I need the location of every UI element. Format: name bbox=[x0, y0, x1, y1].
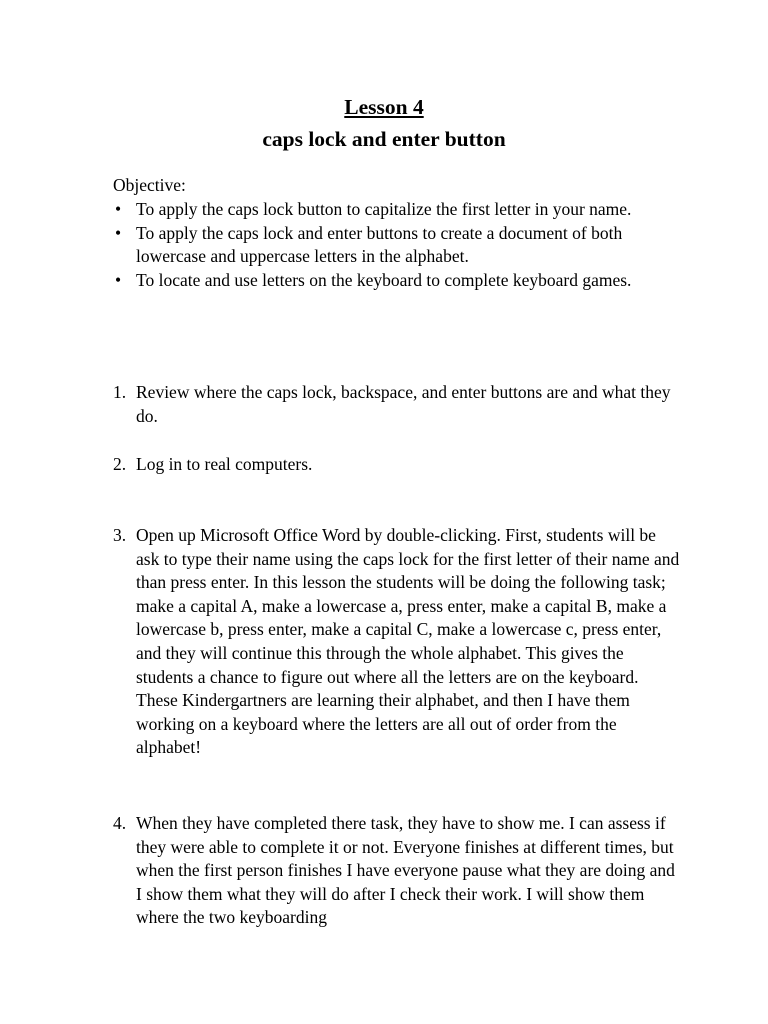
lesson-subtitle: caps lock and enter button bbox=[262, 127, 506, 151]
objective-text: To apply the caps lock and enter buttons to create a document of both lowercase and uppercase letters in the alphabet. bbox=[136, 222, 623, 267]
step-text: Review where the caps lock, backspace, and enter buttons are and what they do. bbox=[136, 382, 671, 426]
step-number: 4. bbox=[113, 813, 127, 833]
objective-item bbox=[113, 198, 673, 222]
objective-label: Objective: bbox=[113, 175, 186, 195]
step-number: 3. bbox=[113, 525, 127, 545]
step-item bbox=[113, 524, 683, 760]
objective-item bbox=[113, 269, 673, 293]
lesson-title: Lesson 4 bbox=[344, 95, 424, 119]
bullet-icon: • bbox=[115, 222, 122, 243]
step-item bbox=[113, 381, 683, 428]
objective-text: To apply the caps lock button to capitalize the first letter in your name. bbox=[136, 199, 632, 219]
objective-item bbox=[113, 222, 673, 269]
step-number: 1. bbox=[113, 382, 127, 402]
step-text: Open up Microsoft Office Word by double-clicking. First, students will be ask to type their name using the caps lock for the first letter of their name and than press enter. In this lesson the students will be doing the following task; make a capital A, make a lowercase a, press enter, make a capital B, make a lowercase b, press enter, make a capital C, make a lowercase c, press enter, and they will continue this through the whole alphabet. This gives the students a chance to figure out where all the letters are on the keyboard. These Kindergartners are learning their alphabet, and then I have them working on a keyboard where the letters are all out of order from the alphabet! bbox=[136, 525, 680, 758]
step-text: Log in to real computers. bbox=[136, 454, 313, 474]
step-text: When they have completed there task, they have to show me. I can assess if they were able to complete it or not. Everyone finishes at different times, but when the first person finishes I have everyone pause what they are doing and I show them what they will do after I check their work. I will show them where the two keyboarding bbox=[136, 813, 675, 928]
bullet-icon: • bbox=[115, 199, 122, 219]
bullet-icon: • bbox=[115, 269, 122, 290]
step-item bbox=[113, 812, 683, 930]
objectives-list bbox=[113, 198, 673, 292]
objective-text: To locate and use letters on the keyboard to complete keyboard games. bbox=[136, 269, 632, 290]
step-number: 2. bbox=[113, 454, 127, 474]
step-item bbox=[113, 453, 683, 477]
